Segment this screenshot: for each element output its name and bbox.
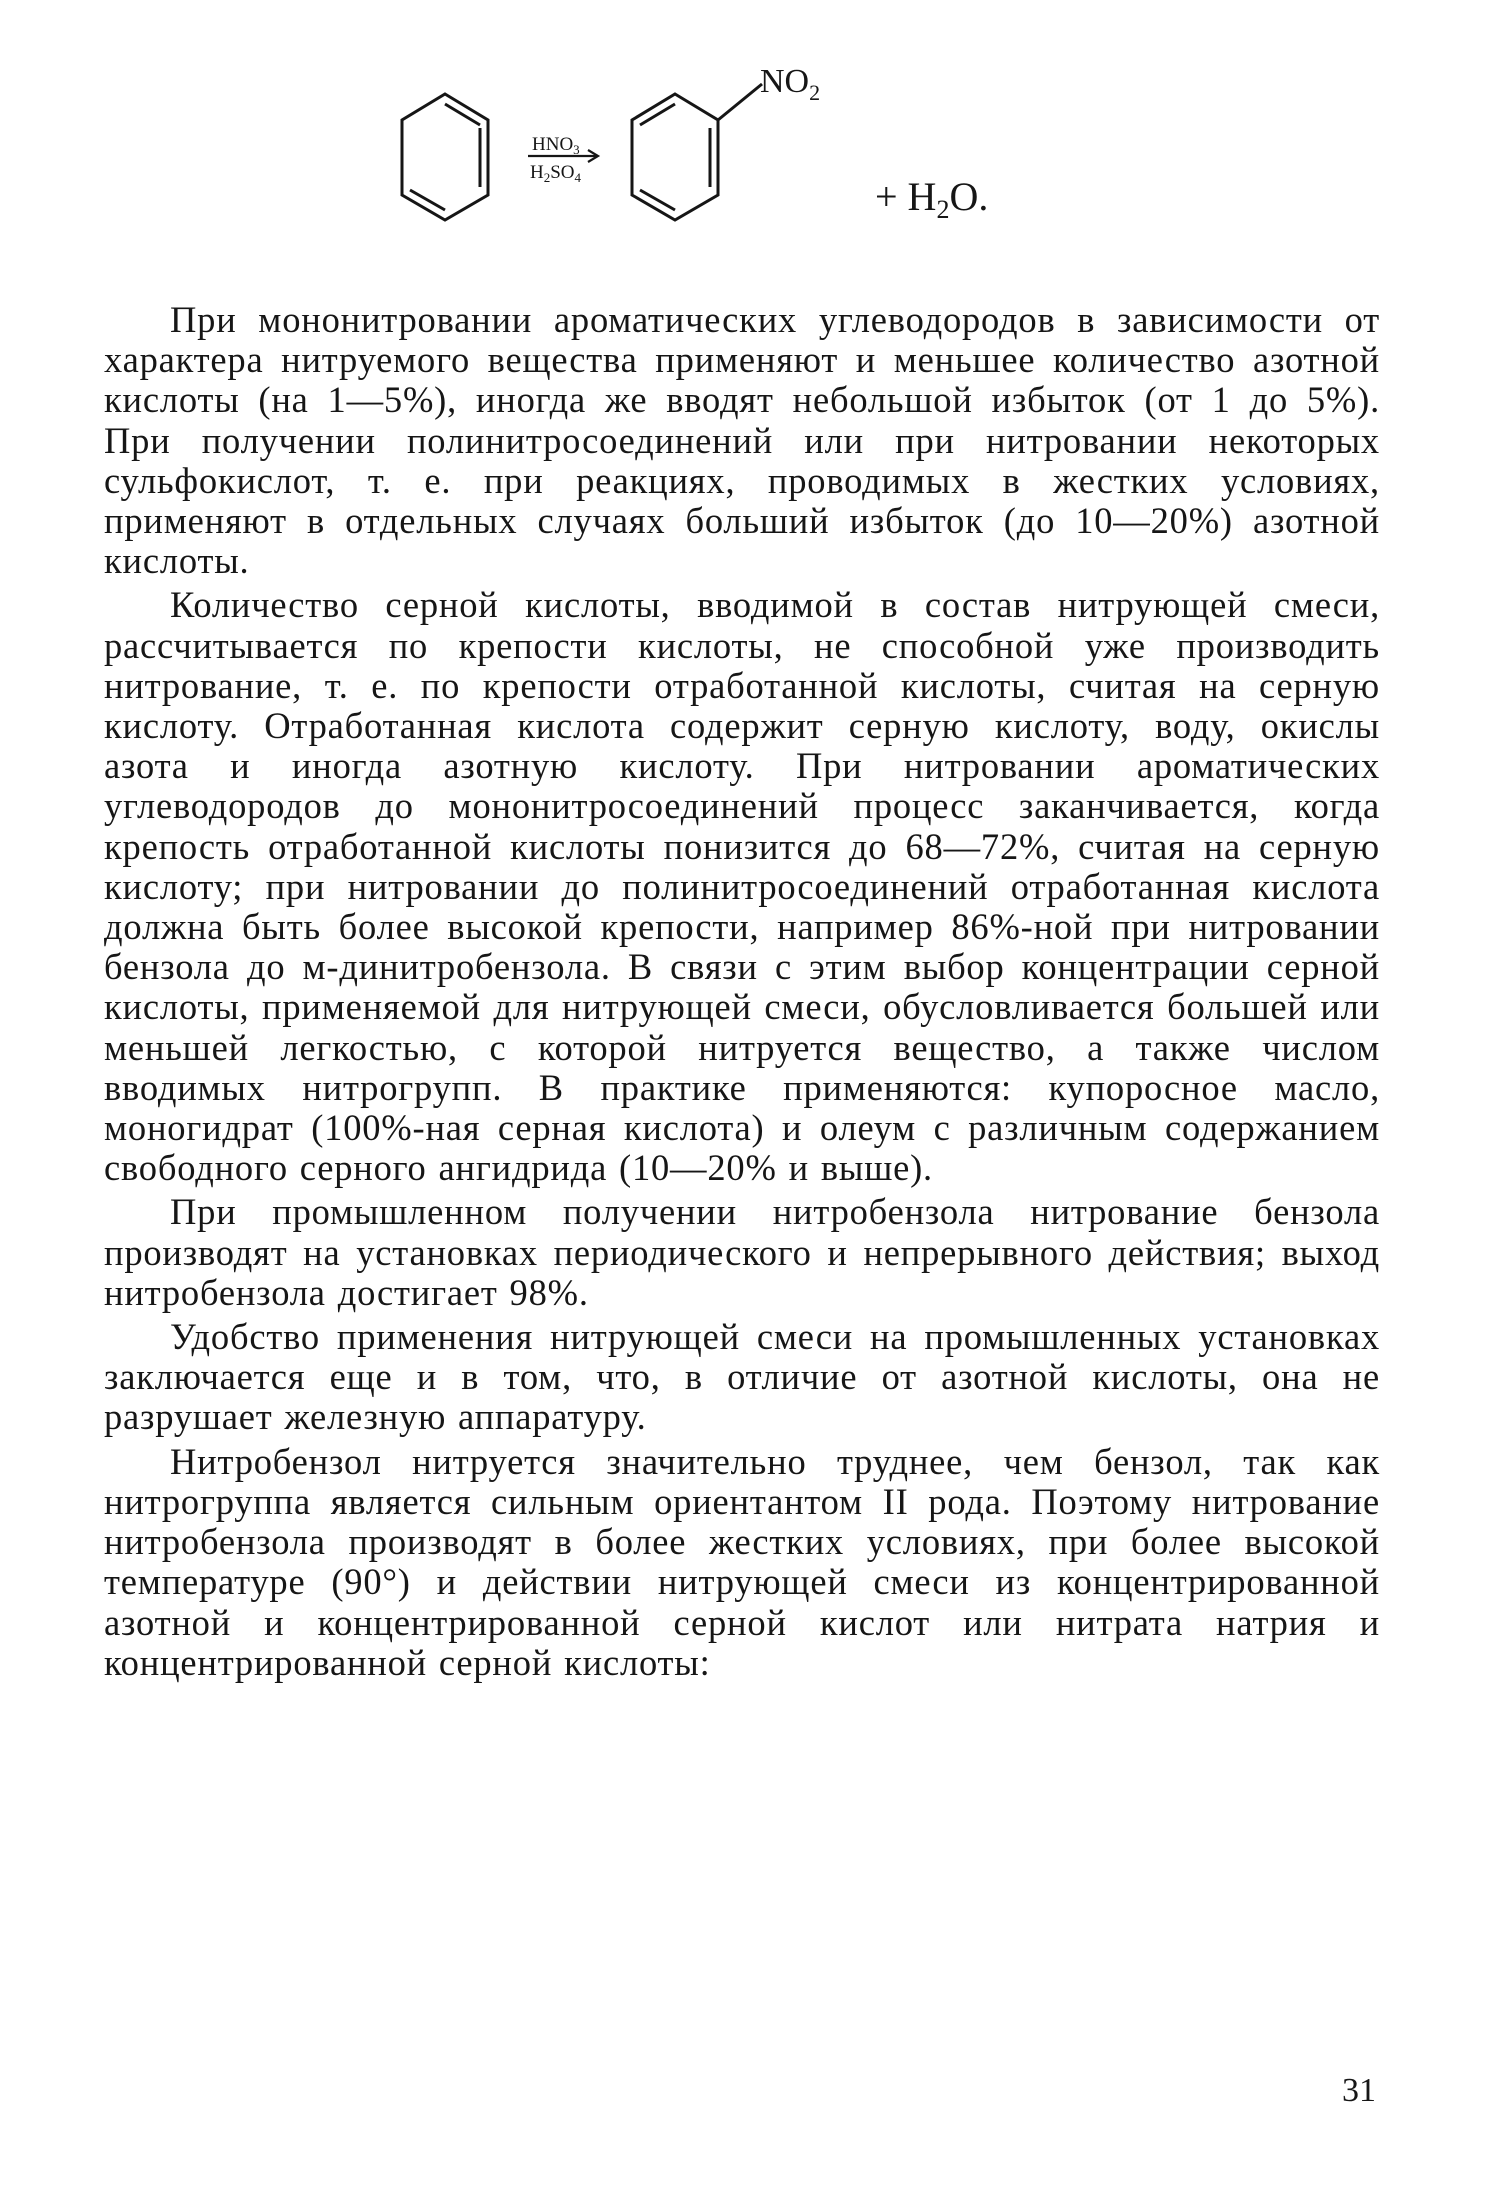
nitro-group-label: $NO_2$ — [760, 63, 821, 105]
page-number: 31 — [1342, 2072, 1376, 2109]
benzene-ring-icon — [402, 94, 488, 220]
byproduct-water: + $H_2O$. — [875, 174, 989, 224]
paragraph: Количество серной кислоты, вводимой в состав нитрующей смеси, рассчитывается по крепости кислоты, не способной уже производить нитрование, т. е. по крепости отработанной кислоты, считая на серную кислоту. Отработанная кислота содержит серную кислоту, воду, окислы азота и иногда азотную кислоту. При нитровании ароматических углеводородов до мононитросоединений процесс заканчивается, когда крепость отработанной кислоты понизится до 68—72%, считая на серную кислоту; при нитровании до полинитросоединений отработанная кислота должна быть более высокой крепости, например 86%-ной при нитровании бензола до м-динитробензола. В связи с этим выбор концентрации серной кислоты, применяемой для нитрующей смеси, обусловливается большей или меньшей легкостью, с которой нитруется вещество, а также числом вводимых нитрогрупп. В практике применяются: купоросное масло, моногидрат (100%-ная серная кислота) и олеум с различным содержанием свободного серного ангидрида (10—20% и выше). — [104, 584, 1380, 1189]
nitration-reaction-scheme — [400, 63, 1100, 300]
main-text — [104, 300, 1380, 1687]
reagent-sulfuric-acid: $H_2SO_4$ — [530, 162, 582, 185]
nitrobenzene-ring-icon — [632, 84, 762, 220]
paragraph: При мононитровании ароматических углеводородов в зависимости от характера нитруемого вещества применяют и меньшее количество азотной кислоты (на 1—5%), иногда же вводят небольшой избыток (от 1 до 5%). При получении полинитросоединений или при нитровании некоторых сульфокислот, т. е. при реакциях, проводимых в жестких условиях, применяют в отдельных случаях больший избыток (до 10—20%) азотной кислоты. — [104, 299, 1380, 582]
paragraph: Нитробензол нитруется значительно труднее, чем бензол, так как нитрогруппа является сильным ориентантом II рода. Поэтому нитрование нитробензола производят в более жестких условиях, при более высокой температуре (90°) и действии нитрующей смеси из концентрированной азотной и концентрированной серной кислот или нитрата натрия и концентрированной серной кислоты: — [104, 1440, 1380, 1683]
paragraph: При промышленном получении нитробензола нитрование бензола производят на установках периодического и непрерывного действия; выход нитробензола достигает 98%. — [104, 1191, 1380, 1313]
reagent-nitric-acid: $HNO_3$ — [532, 134, 580, 157]
paragraph: Удобство применения нитрующей смеси на промышленных установках заключается еще и в том, что, в отличие от азотной кислоты, она не разрушает железную аппаратуру. — [104, 1316, 1380, 1438]
reaction-diagram — [400, 63, 1100, 300]
